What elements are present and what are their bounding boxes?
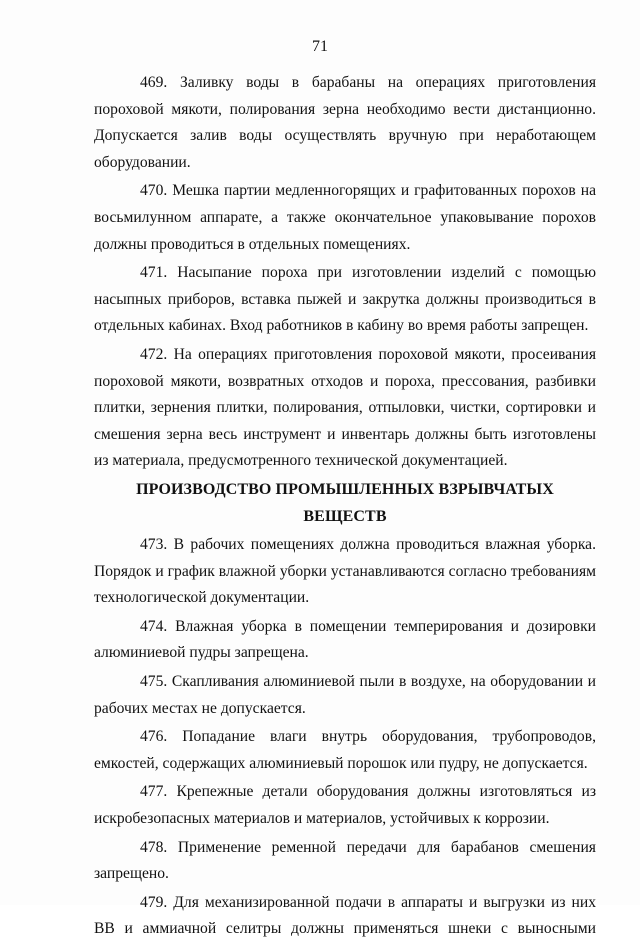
paragraph-473: 473. В рабочих помещениях должна проводиться влажная уборка. Порядок и график влажной уборки устанавливаются согласно требованиям технологической документации. (94, 536, 596, 607)
paragraph-474: 474. Влажная уборка в помещении темперирования и дозировки алюминиевой пудры запрещена. (94, 617, 596, 662)
page-number: 71 (312, 38, 328, 55)
section-heading: ПРОИЗВОДСТВО ПРОМЫШЛЕННЫХ ВЗРЫВЧАТЫХ ВЕЩЕСТВ (136, 480, 554, 525)
paragraph-477: 477. Крепежные детали оборудования должны изготовляться из искробезопасных материалов и материалов, устойчивых к коррозии. (94, 783, 596, 828)
paragraph-470: 470. Мешка партии медленногорящих и графитованных порохов на восьмилунном аппарате, а также окончательное упаковывание порохов должны проводиться в отдельных помещениях. (94, 182, 596, 253)
paragraph-471: 471. Насыпание пороха при изготовлении изделий с помощью насыпных приборов, вставка пыжей и закрутка должны производиться в отдельных кабинах. Вход работников в кабину во время работы запрещен. (94, 264, 596, 335)
paragraph-478: 478. Применение ременной передачи для барабанов смешения запрещено. (94, 838, 596, 883)
paragraph-469: 469. Заливку воды в барабаны на операциях приготовления пороховой мякоти, полирования зерна необходимо вести дистанционно. Допускается залив воды осуществлять вручную при неработающем оборудовании. (94, 74, 596, 171)
paragraph-479: 479. Для механизированной подачи в аппараты и выгрузки из них ВВ и аммиачной селитры должны применяться шнеки с выносными (94, 893, 596, 938)
paragraph-472: 472. На операциях приготовления пороховой мякоти, просеивания пороховой мякоти, возвратных отходов и пороха, прессования, разбивки плитки, зернения плитки, полирования, отпыловки, чистки, сортировки и смешения зерна весь инструмент и инвентарь должны быть изготовлены из материала, предусмотренного технической документацией. (94, 345, 596, 470)
paragraph-475: 475. Скапливания алюминиевой пыли в воздухе, на оборудовании и рабочих местах не допускается. (94, 673, 596, 717)
document-body (94, 70, 596, 945)
paragraph-476: 476. Попадание влаги внутрь оборудования, трубопроводов, емкостей, содержащих алюминиевый порошок или пудру, не допускается. (94, 728, 596, 772)
